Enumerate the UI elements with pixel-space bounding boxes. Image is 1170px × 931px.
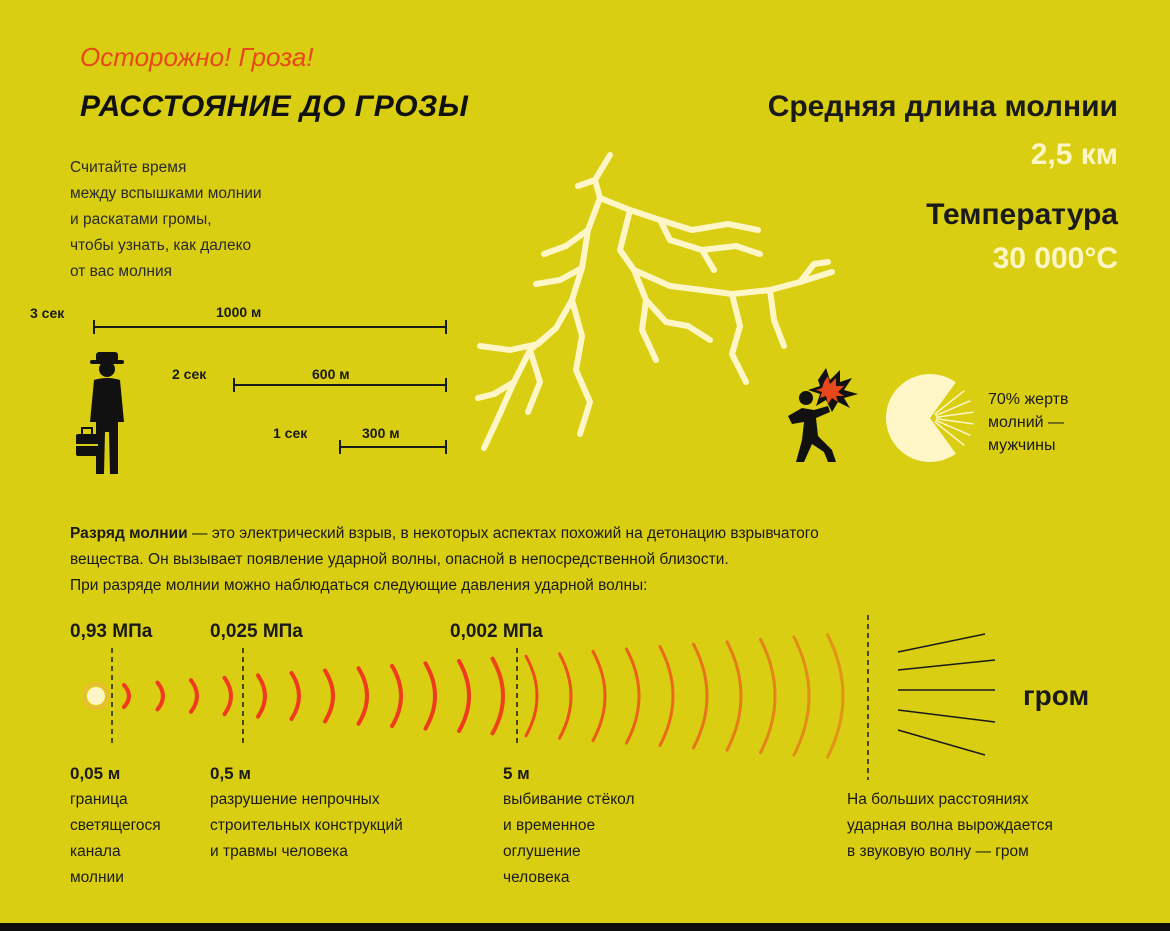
temperature-value: 30 000°С — [992, 242, 1118, 275]
shockwave-arc — [325, 671, 333, 722]
pressure-label-1: 0,93 МПа — [70, 621, 153, 642]
shockwave-arc — [660, 647, 673, 746]
shockwave-arc — [627, 649, 640, 743]
distance-label-1: 0,05 м — [70, 764, 121, 783]
effect-line: молнии — [70, 869, 124, 886]
shockwave-arc — [828, 635, 844, 758]
intro-line: чтобы узнать, как далеко — [70, 237, 252, 254]
thunder-lines — [898, 634, 995, 755]
effect-line: канала — [70, 843, 121, 860]
intro-line: Считайте время — [70, 159, 187, 176]
victims-line: молний — — [988, 414, 1065, 431]
victims-line: мужчины — [988, 437, 1056, 454]
intro-line: между вспышками молнии — [70, 185, 262, 202]
far-distance-note — [847, 787, 1053, 865]
temperature-label: Температура — [926, 198, 1118, 231]
shockwave-arc — [761, 639, 776, 752]
victims-line: 70% жертв — [988, 391, 1069, 408]
shockwave-arc — [158, 683, 164, 710]
intro-line: от вас молния — [70, 263, 173, 280]
shockwave-arc — [225, 678, 232, 714]
intro-line: и раскатами громы, — [70, 211, 212, 228]
shockwave-arc — [694, 644, 708, 748]
far-note-line: в звуковую волну — гром — [847, 843, 1029, 860]
effect-text-3 — [503, 787, 635, 891]
shockwave-arc — [593, 651, 605, 740]
shockwave-arc — [191, 680, 197, 712]
shockwave-arc — [292, 673, 300, 719]
shockwave-arc — [359, 668, 368, 724]
shockwave-arc — [124, 685, 129, 707]
shockwave-arc — [258, 675, 265, 716]
avg-length-value: 2,5 км — [1030, 138, 1118, 171]
kicker-title: Осторожно! Гроза! — [80, 42, 314, 72]
effect-line: граница — [70, 791, 128, 808]
effect-line: и временное — [503, 817, 596, 834]
lightning-channel-dot — [87, 687, 105, 705]
shockwave-arc — [727, 642, 741, 750]
shockwave-arc — [526, 656, 537, 736]
thunder-label: гром — [1023, 680, 1090, 711]
shockwave-arc — [493, 659, 504, 734]
pressure-label-3: 0,002 МПа — [450, 621, 543, 642]
effect-line: выбивание стёкол — [503, 791, 635, 808]
shockwave-arc — [794, 637, 809, 755]
effect-line: разрушение непрочных — [210, 791, 380, 808]
description-lead: Разряд молнии — [70, 525, 188, 542]
far-note-line: На больших расстояниях — [847, 791, 1029, 808]
ruler-distance-300m: 300 м — [362, 425, 400, 441]
description-line1: — это электрический взрыв, в некоторых аспектах похожий на детонацию взрывчатого — [187, 525, 819, 542]
ruler-distance-600m: 600 м — [312, 366, 350, 382]
pressure-label-2: 0,025 МПа — [210, 621, 303, 642]
avg-length-label: Средняя длина молнии — [767, 90, 1118, 123]
description-line2: вещества. Он вызывает появление ударной волны, опасной в непосредственной близости. — [70, 551, 729, 568]
shockwave-arc — [560, 654, 572, 738]
shockwave-arc — [392, 666, 401, 726]
effect-line: и травмы человека — [210, 843, 348, 860]
effect-line: человека — [503, 869, 570, 886]
shockwave-arc — [459, 661, 469, 731]
page-title: РАССТОЯНИЕ ДО ГРОЗЫ — [80, 90, 469, 123]
description-line3: При разряде молнии можно наблюдаться следующие давления ударной волны: — [70, 577, 648, 594]
distance-label-3: 5 м — [503, 764, 530, 783]
effect-line: светящегося — [70, 817, 161, 834]
ruler-time-1s: 1 сек — [273, 425, 308, 441]
ruler-distance-1000m: 1000 м — [216, 304, 262, 320]
ruler-time-3s: 3 сек — [30, 305, 65, 321]
ruler-time-2s: 2 сек — [172, 366, 207, 382]
effect-line: строительных конструкций — [210, 817, 403, 834]
distance-label-2: 0,5 м — [210, 764, 251, 783]
effect-text-1 — [70, 787, 161, 891]
bottom-bar — [0, 923, 1170, 931]
effect-line: оглушение — [503, 843, 581, 860]
far-note-line: ударная волна вырождается — [847, 817, 1053, 834]
effect-text-2 — [210, 787, 403, 865]
shockwave-arc — [426, 663, 436, 728]
